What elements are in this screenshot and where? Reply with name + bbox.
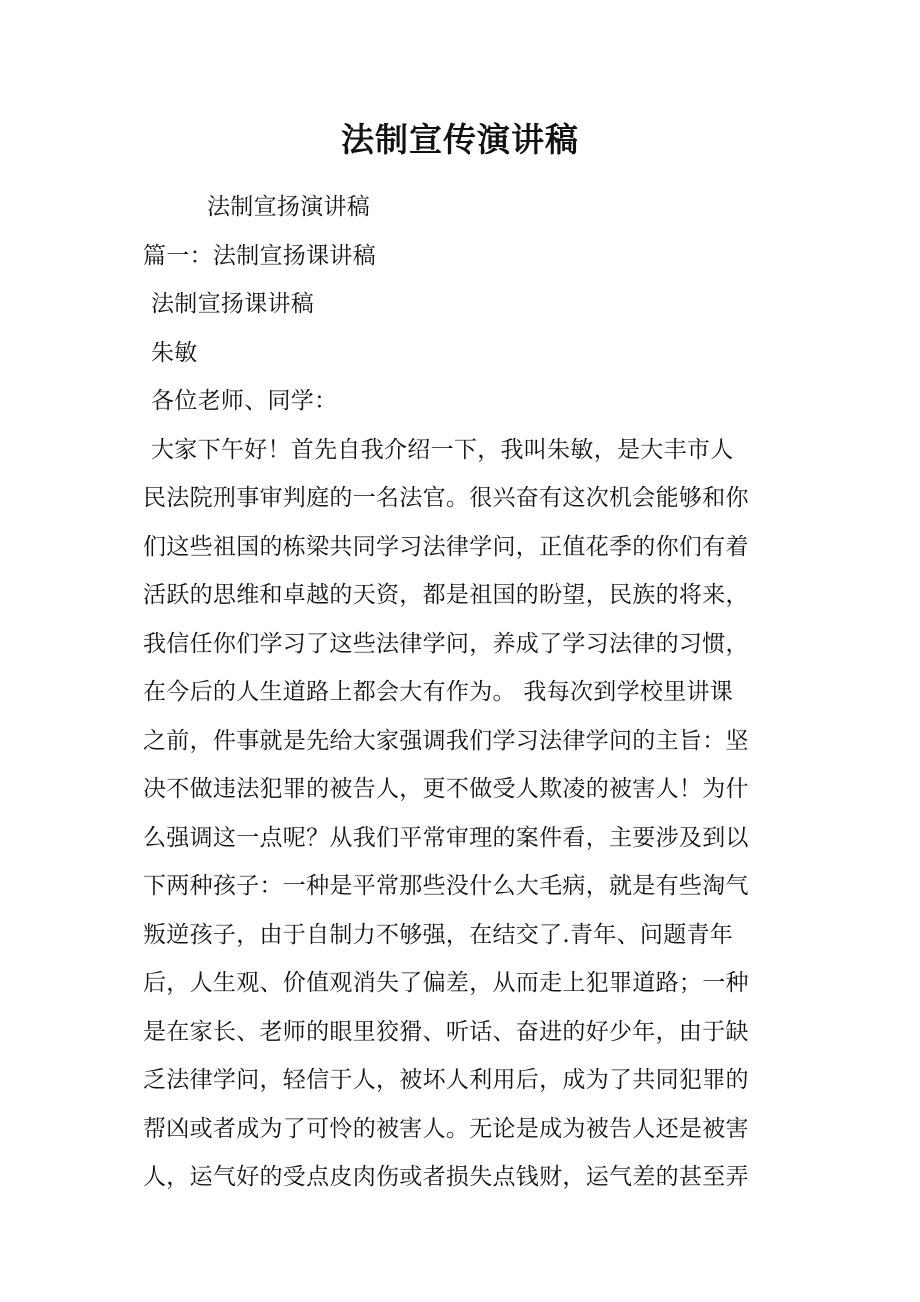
- lecture-title: 法制宣扬课讲稿: [151, 291, 315, 317]
- paragraph-line: 乏法律学问，轻信于人，被坏人利用后，成为了共同犯罪的: [143, 1067, 749, 1093]
- paragraph-line: 是在家长、老师的眼里狡猾、听话、奋进的好少年，由于缺: [143, 1018, 749, 1045]
- paragraph-line: 人，运气好的受点皮肉伤或者损失点钱财，运气差的甚至弄: [143, 1164, 749, 1190]
- paragraph-line: 在今后的人生道路上都会大有作为。 我每次到学校里讲课: [143, 679, 734, 705]
- paragraph-line: 帮凶或者成为了可怜的被害人。无论是成为被告人还是被害: [143, 1115, 749, 1142]
- document-subtitle: 法制宣扬演讲稿: [207, 194, 371, 220]
- document-title: 法制宣传演讲稿: [341, 120, 579, 159]
- paragraph-line: 大家下午好！首先自我介绍一下，我叫朱敏，是大丰市人: [151, 436, 734, 463]
- paragraph-line: 我信任你们学习了这些法律学问，养成了学习法律的习惯，: [143, 630, 749, 657]
- section-heading: 篇一：法制宣扬课讲稿: [143, 242, 376, 269]
- document-body: [143, 183, 798, 1202]
- paragraph-line: 决不做违法犯罪的被告人，更不做受人欺凌的被害人！为什: [143, 776, 749, 802]
- paragraph-line: 们这些祖国的栋梁共同学习法律学问，正值花季的你们有着: [143, 533, 749, 560]
- greeting: 各位老师、同学：: [151, 388, 338, 414]
- author-name: 朱敏: [151, 339, 198, 366]
- paragraph-line: 之前，件事就是先给大家强调我们学习法律学问的主旨：坚: [143, 727, 749, 754]
- paragraph-line: 后，人生观、价值观消失了偏差，从而走上犯罪道路；一种: [143, 970, 749, 996]
- speech-paragraph: [143, 426, 798, 1202]
- paragraph-line: 么强调这一点呢？从我们平常审理的案件看，主要涉及到以: [143, 824, 749, 851]
- paragraph-line: 叛逆孩子，由于自制力不够强，在结交了.青年、问题青年: [143, 921, 734, 948]
- paragraph-line: 民法院刑事审判庭的一名法官。很兴奋有这次机会能够和你: [143, 485, 749, 511]
- paragraph-line: 活跃的思维和卓越的天资，都是祖国的盼望，民族的将来，: [143, 582, 749, 608]
- paragraph-line: 下两种孩子：一种是平常那些没什么大毛病，就是有些淘气: [143, 873, 749, 899]
